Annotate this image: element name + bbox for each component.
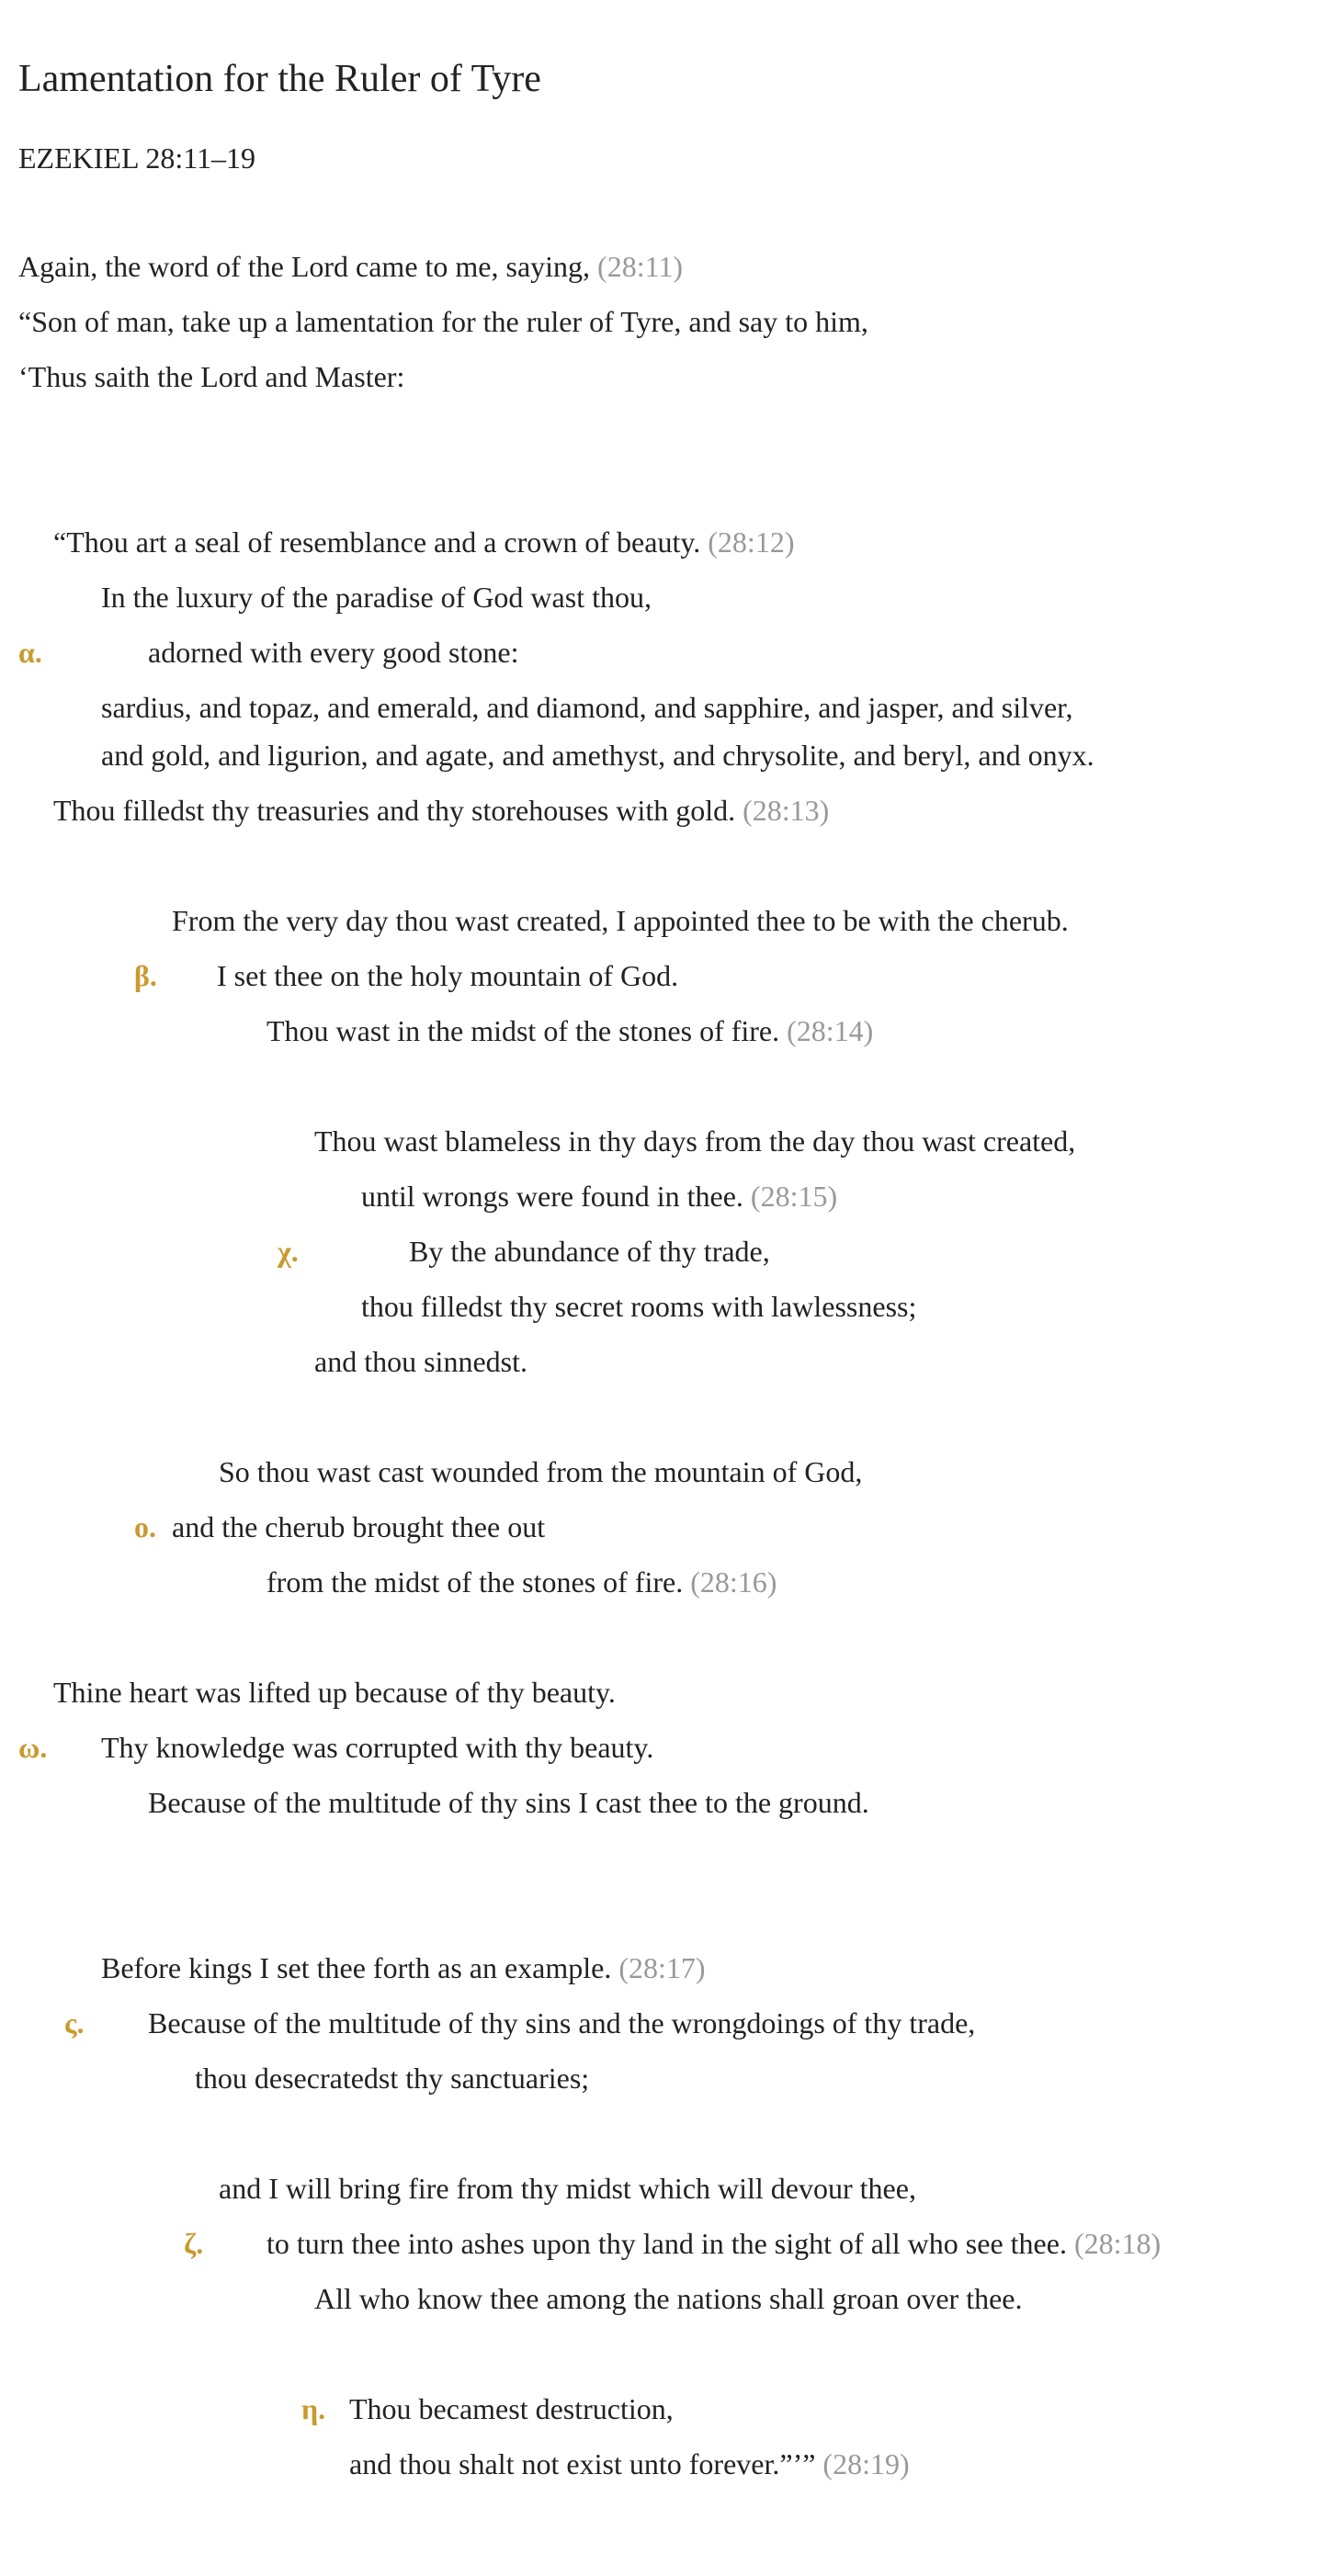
verse-line: By the abundance of thy trade, bbox=[409, 1235, 770, 1268]
verse-line: Thou filledst thy treasuries and thy storehouses with gold. (28:13) bbox=[53, 794, 830, 827]
verse-number: (28:15) bbox=[750, 1180, 838, 1213]
stanza-marker-zeta: ζ. bbox=[184, 2227, 204, 2260]
verse-line: “Thou art a seal of resemblance and a crown of beauty. (28:12) bbox=[53, 525, 795, 559]
verse-line: Because of the multitude of thy sins I cast thee to the ground. bbox=[148, 1786, 869, 1819]
intro-line: “Son of man, take up a lamentation for the ruler of Tyre, and say to him, bbox=[18, 305, 868, 338]
stanza-marker-alpha: α. bbox=[18, 636, 42, 669]
verse-line: Thou becamest destruction, bbox=[349, 2392, 674, 2425]
verse-line: and thou sinnedst. bbox=[314, 1345, 527, 1378]
stanza-marker-eta: η. bbox=[301, 2392, 326, 2425]
stanza-marker-beta: β. bbox=[134, 959, 157, 992]
verse-number: (28:16) bbox=[690, 1565, 777, 1599]
verse-line: to turn thee into ashes upon thy land in the sight of all who see thee. (28:18) bbox=[266, 2227, 1162, 2260]
verse-line: adorned with every good stone: bbox=[148, 636, 519, 669]
verse-line: and the cherub brought thee out bbox=[172, 1510, 546, 1543]
verse-line: and thou shalt not exist unto forever.”’” (28:19) bbox=[349, 2447, 910, 2480]
stanza-marker-chi: χ. bbox=[278, 1235, 299, 1268]
verse-line: thou filledst thy secret rooms with lawlessness; bbox=[361, 1290, 917, 1323]
stanza-marker-omega: ω. bbox=[18, 1731, 48, 1764]
verse-number: (28:19) bbox=[822, 2447, 910, 2480]
verse-line: and gold, and ligurion, and agate, and amethyst, and chrysolite, and beryl, and onyx. bbox=[101, 739, 1094, 772]
intro-line: ‘Thus saith the Lord and Master: bbox=[18, 360, 405, 393]
verse-number: (28:12) bbox=[708, 525, 795, 559]
verse-line: sardius, and topaz, and emerald, and diamond, and sapphire, and jasper, and silver, bbox=[101, 691, 1073, 724]
scripture-reference: EZEKIEL 28:11–19 bbox=[18, 141, 256, 175]
verse-line: I set thee on the holy mountain of God. bbox=[217, 959, 679, 992]
verse-line: Thine heart was lifted up because of thy beauty. bbox=[53, 1676, 616, 1709]
verse-line: Because of the multitude of thy sins and the wrongdoings of thy trade, bbox=[148, 2006, 976, 2039]
verse-line: Thou wast in the midst of the stones of fire. (28:14) bbox=[266, 1014, 874, 1047]
intro-line: Again, the word of the Lord came to me, saying, (28:11) bbox=[18, 250, 684, 283]
verse-number: (28:13) bbox=[743, 794, 830, 827]
verse-line: In the luxury of the paradise of God wast thou, bbox=[101, 581, 652, 614]
verse-line: thou desecratedst thy sanctuaries; bbox=[195, 2062, 590, 2095]
verse-line: So thou wast cast wounded from the mountain of God, bbox=[219, 1455, 863, 1488]
verse-line: and I will bring fire from thy midst which will devour thee, bbox=[219, 2172, 916, 2205]
verse-line: from the midst of the stones of fire. (28:16) bbox=[266, 1565, 777, 1599]
verse-line: Thy knowledge was corrupted with thy beauty. bbox=[101, 1731, 654, 1764]
page-title: Lamentation for the Ruler of Tyre bbox=[18, 58, 541, 100]
verse-line: All who know thee among the nations shall groan over thee. bbox=[314, 2282, 1023, 2315]
verse-line: until wrongs were found in thee. (28:15) bbox=[361, 1180, 838, 1213]
stanza-marker-stigma: ς. bbox=[64, 2006, 85, 2039]
verse-line: Before kings I set thee forth as an example. (28:17) bbox=[101, 1951, 706, 1984]
verse-line: From the very day thou wast created, I appointed thee to be with the cherub. bbox=[172, 904, 1069, 937]
stanza-marker-omicron: ο. bbox=[134, 1510, 156, 1543]
verse-line: Thou wast blameless in thy days from the day thou wast created, bbox=[314, 1124, 1076, 1158]
verse-number: (28:14) bbox=[787, 1014, 874, 1047]
verse-number: (28:11) bbox=[597, 250, 684, 283]
verse-number: (28:17) bbox=[618, 1951, 706, 1984]
verse-number: (28:18) bbox=[1073, 2227, 1162, 2260]
